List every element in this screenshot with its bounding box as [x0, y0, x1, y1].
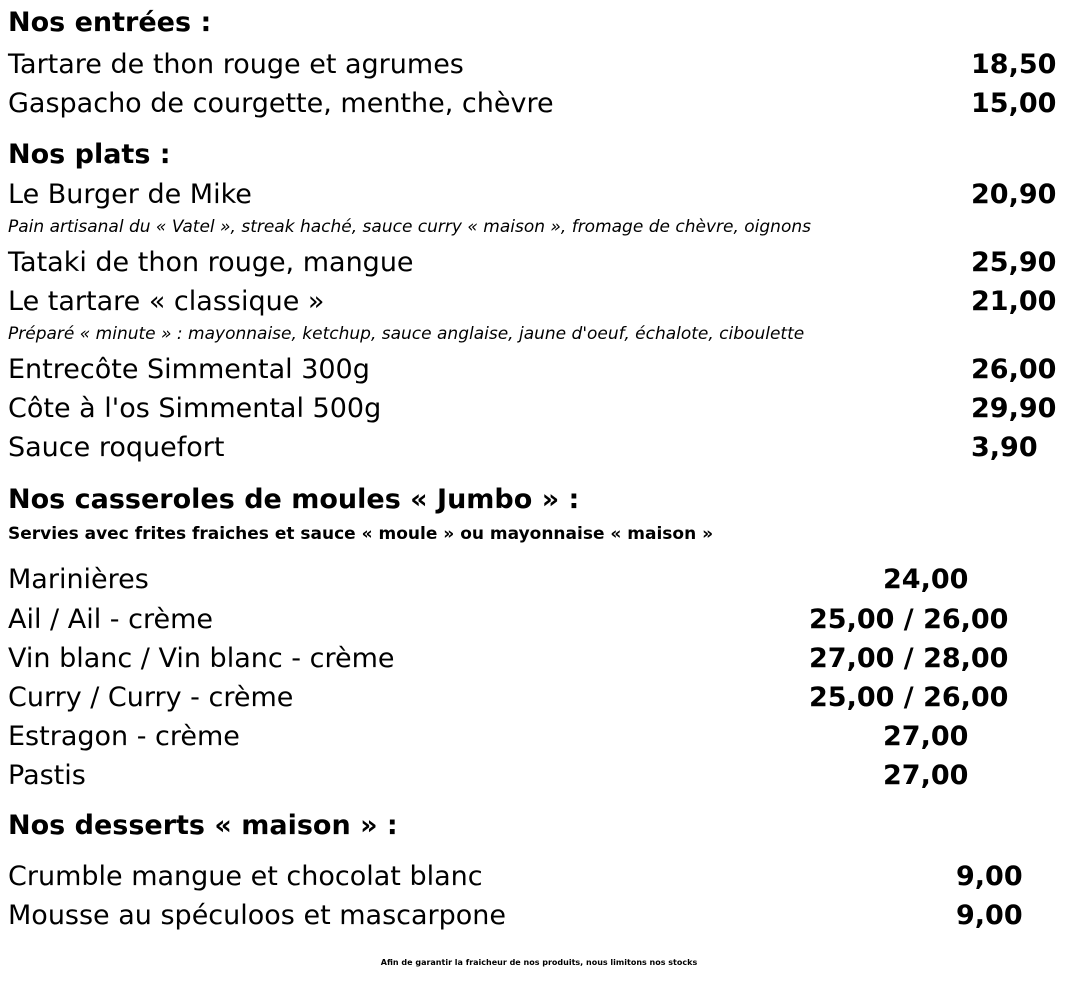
menu-item-description: Pain artisanal du « Vatel », streak haché, sauce curry « maison », fromage de chèvre, oignons [8, 217, 811, 237]
menu-item-name: Estragon - crème [8, 721, 240, 752]
menu-item-price: 3,90 [971, 432, 1038, 463]
menu-item-name: Ail / Ail - crème [8, 604, 213, 635]
section-subtitle: Servies avec frites fraiches et sauce « moule » ou mayonnaise « maison » [8, 524, 714, 544]
menu-item-name: Gaspacho de courgette, menthe, chèvre [8, 88, 554, 119]
menu-item-name: Mousse au spéculoos et mascarpone [8, 900, 507, 931]
menu-item-name: Entrecôte Simmental 300g [8, 354, 370, 385]
section-title-moules: Nos casseroles de moules « Jumbo » : [8, 484, 580, 515]
menu-item-name: Vin blanc / Vin blanc - crème [8, 643, 395, 674]
menu-item-price: 24,00 [883, 564, 969, 595]
menu-item-name: Le tartare « classique » [8, 286, 325, 317]
menu-item-price: 15,00 [971, 88, 1057, 119]
footer-note: Afin de garantir la fraicheur de nos produits, nous limitons nos stocks [380, 958, 698, 967]
section-title-desserts: Nos desserts « maison » : [8, 810, 398, 841]
menu-item-description: Préparé « minute » : mayonnaise, ketchup, sauce anglaise, jaune d'oeuf, échalote, ciboulette [8, 324, 805, 344]
menu-item-name: Sauce roquefort [8, 432, 225, 463]
section-title-plats: Nos plats : [8, 139, 171, 170]
menu-item-name: Le Burger de Mike [8, 179, 252, 210]
menu-item-name: Crumble mangue et chocolat blanc [8, 861, 483, 892]
menu-item-name: Curry / Curry - crème [8, 682, 294, 713]
menu-item-price: 26,00 [971, 354, 1057, 385]
menu-item-name: Tartare de thon rouge et agrumes [8, 49, 464, 80]
menu-item-price: 27,00 [883, 721, 969, 752]
menu-item-price: 9,00 [956, 900, 1023, 931]
menu-item-name: Marinières [8, 564, 149, 595]
menu-item-price: 20,90 [971, 179, 1057, 210]
menu-item-price: 25,00 / 26,00 [809, 604, 1009, 635]
menu-item-name: Tataki de thon rouge, mangue [8, 247, 414, 278]
menu-item-price: 9,00 [956, 861, 1023, 892]
menu-item-price: 25,00 / 26,00 [809, 682, 1009, 713]
menu-item-price: 27,00 [883, 760, 969, 791]
menu-item-price: 29,90 [971, 393, 1057, 424]
menu-item-name: Pastis [8, 760, 86, 791]
menu-item-price: 27,00 / 28,00 [809, 643, 1009, 674]
section-title-entrees: Nos entrées : [8, 7, 212, 38]
menu-item-price: 18,50 [971, 49, 1057, 80]
menu-item-name: Côte à l'os Simmental 500g [8, 393, 382, 424]
menu-item-price: 21,00 [971, 286, 1057, 317]
menu-item-price: 25,90 [971, 247, 1057, 278]
